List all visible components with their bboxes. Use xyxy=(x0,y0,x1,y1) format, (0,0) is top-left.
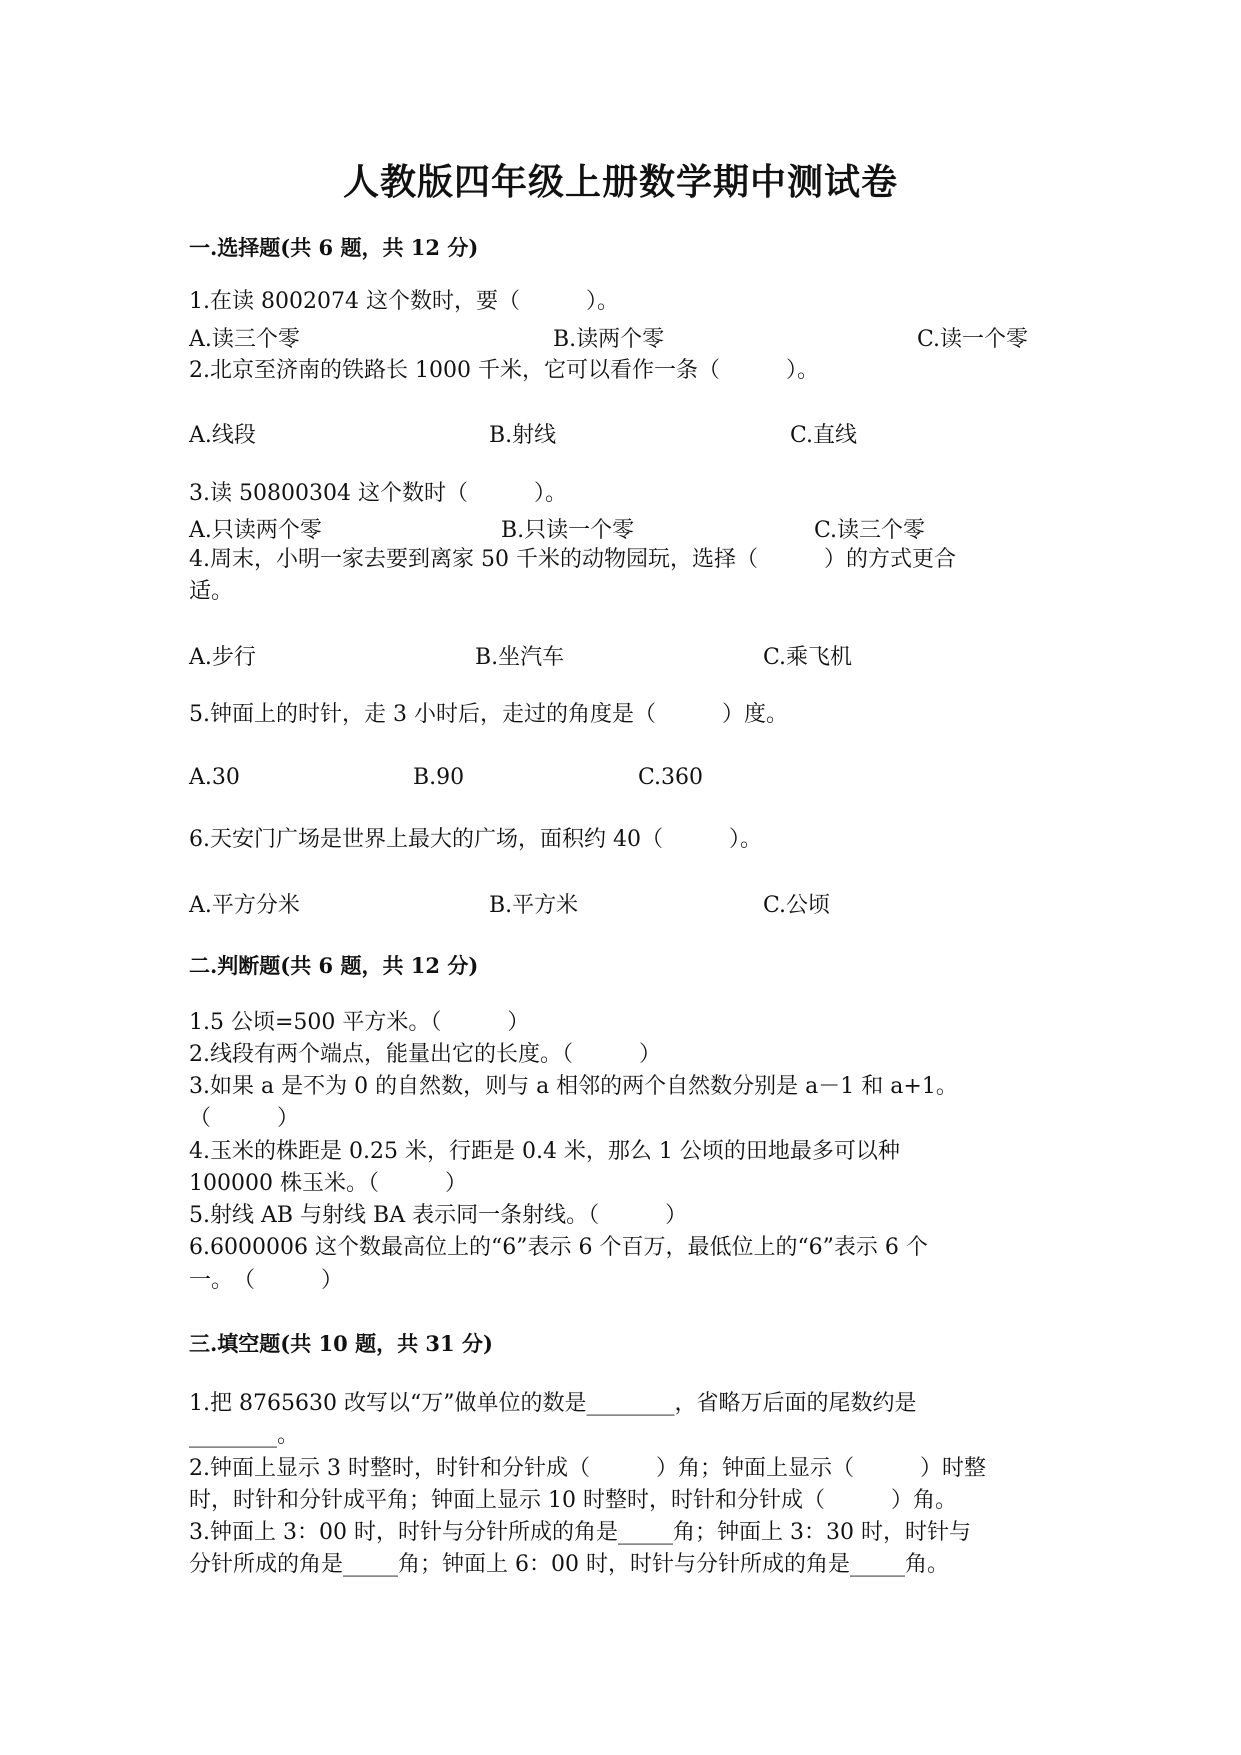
statement-line: （ ） xyxy=(189,1106,300,1131)
option-c: C.公顷 xyxy=(763,893,831,918)
statement-line: 一。 （ ） xyxy=(189,1268,344,1293)
option-c: C.直线 xyxy=(790,423,858,448)
option-a: A.步行 xyxy=(189,645,256,670)
option-a: A.读三个零 xyxy=(189,327,300,352)
option-a: A.平方分米 xyxy=(189,893,300,918)
fill-line: 2.钟面上显示 3 时整时，时针和分针成（ ）角；钟面上显示（ ）时整 xyxy=(189,1456,986,1481)
question-text: 2.北京至济南的铁路长 1000 千米，它可以看作一条（ ）。 xyxy=(189,358,819,383)
question-text: 4.周末，小明一家去要到离家 50 千米的动物园玩，选择（ ）的方式更合 xyxy=(189,547,956,572)
statement-line: 1.5 公顷=500 平方米。（ ） xyxy=(189,1010,530,1035)
question-text: 1.在读 8002074 这个数时，要（ ）。 xyxy=(189,289,619,314)
statement-line: 3.如果 a 是不为 0 的自然数，则与 a 相邻的两个自然数分别是 a－1 和 a+1。 xyxy=(189,1074,958,1099)
option-b: B.平方米 xyxy=(489,893,579,918)
option-b: B.射线 xyxy=(489,423,557,448)
option-a: A.30 xyxy=(189,765,240,790)
question-text: 3.读 50800304 这个数时（ ）。 xyxy=(189,481,567,506)
question-text: 6.天安门广场是世界上最大的广场，面积约 40（ ）。 xyxy=(189,827,762,852)
question-text: 适。 xyxy=(189,579,234,604)
fill-line: 分针所成的角是_____角；钟面上 6：00 时，时针与分针所成的角是_____角。 xyxy=(189,1552,949,1577)
section-heading-fill: 三.填空题(共 10 题，共 31 分) xyxy=(189,1331,493,1356)
option-c: C.360 xyxy=(638,765,704,790)
option-a: A.只读两个零 xyxy=(189,518,322,543)
page-title: 人教版四年级上册数学期中测试卷 xyxy=(342,161,898,203)
option-a: A.线段 xyxy=(189,423,256,448)
fill-line: 时，时针和分针成平角；钟面上显示 10 时整时，时针和分针成（ ）角。 xyxy=(189,1488,957,1513)
question-text: 5.钟面上的时针，走 3 小时后，走过的角度是（ ）度。 xyxy=(189,702,788,727)
section-heading-choice: 一.选择题(共 6 题，共 12 分) xyxy=(189,235,479,260)
statement-line: 5.射线 AB 与射线 BA 表示同一条射线。（ ） xyxy=(189,1203,688,1228)
option-b: B.坐汽车 xyxy=(475,645,565,670)
option-c: C.乘飞机 xyxy=(763,645,853,670)
statement-line: 4.玉米的株距是 0.25 米，行距是 0.4 米，那么 1 公顷的田地最多可以种 xyxy=(189,1139,900,1164)
option-b: B.90 xyxy=(413,765,465,790)
option-b: B.读两个零 xyxy=(553,327,665,352)
option-b: B.只读一个零 xyxy=(501,518,635,543)
statement-line: 2.线段有两个端点，能量出它的长度。（ ） xyxy=(189,1042,661,1067)
fill-line: 1.把 8765630 改写以“万”做单位的数是________，省略万后面的尾数约是 xyxy=(189,1391,917,1416)
option-c: C.读一个零 xyxy=(917,327,1029,352)
section-heading-judge: 二.判断题(共 6 题，共 12 分) xyxy=(189,953,479,978)
fill-line: 3.钟面上 3：00 时，时针与分针所成的角是_____角；钟面上 3：30 时，时针与 xyxy=(189,1520,971,1545)
fill-line: ________。 xyxy=(189,1423,300,1448)
statement-line: 100000 株玉米。（ ） xyxy=(189,1171,467,1196)
option-c: C.读三个零 xyxy=(814,518,926,543)
statement-line: 6.6000006 这个数最高位上的“6”表示 6 个百万，最低位上的“6”表示 6 个 xyxy=(189,1235,928,1260)
